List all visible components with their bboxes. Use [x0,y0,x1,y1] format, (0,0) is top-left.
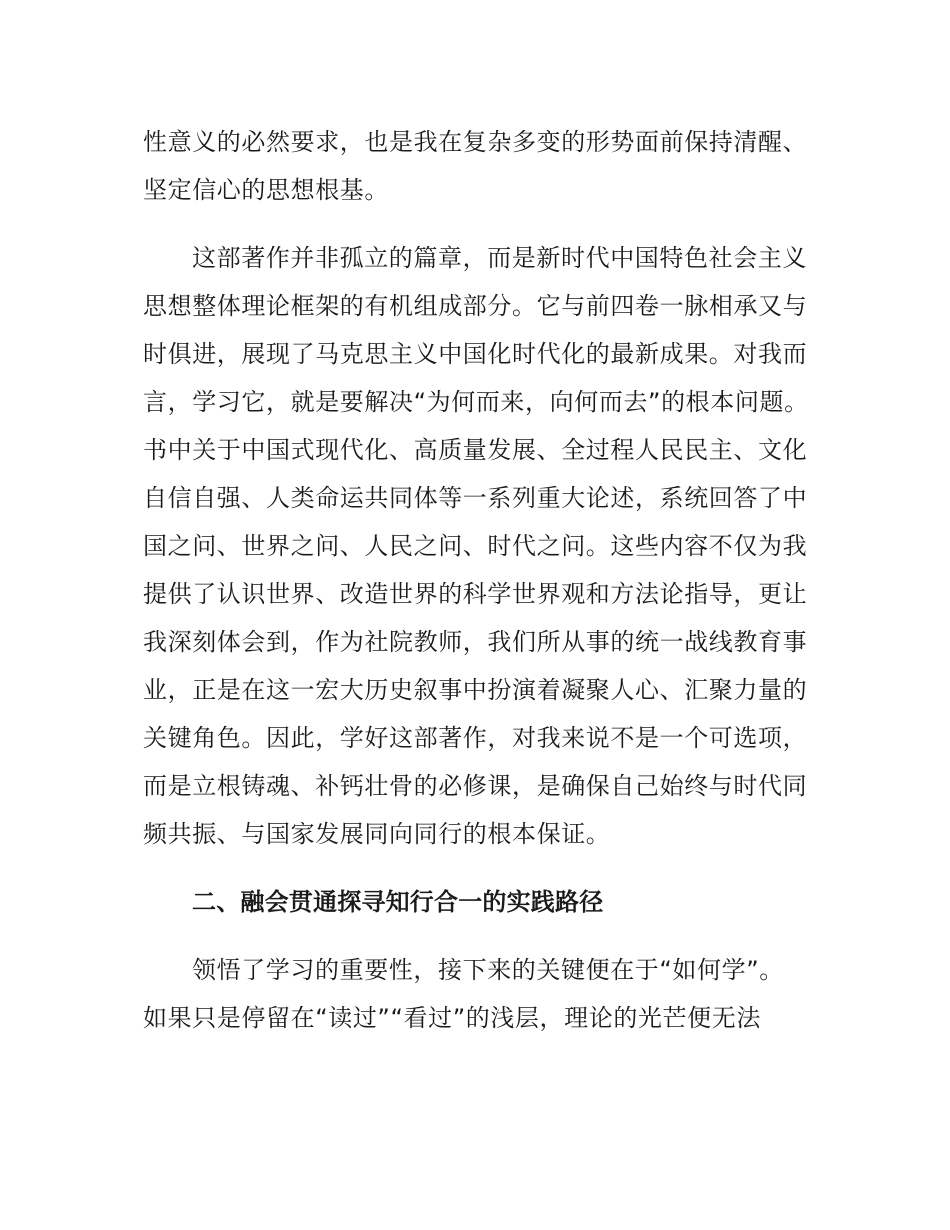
text-line: 自信自强、人类命运共同体等一系列重大论述，系统回答了中 [143,484,808,512]
text-line: 领悟了学习的重要性，接下来的关键便在于“如何学”。 [192,956,784,984]
document-page [143,118,823,1062]
text-line: 性意义的必然要求，也是我在复杂多变的形势面前保持清醒、 [143,128,808,156]
paragraph-continued [143,118,823,214]
text-line: 言，学习它，就是要解决“为何而来，向何而去”的根本问题。 [143,388,809,416]
text-line: 思想整体理论框架的有机组成部分。它与前四卷一脉相承又与 [143,292,808,320]
text-line: 时俱进，展现了马克思主义中国化时代化的最新成果。对我而 [143,340,808,368]
text-line: 频共振、与国家发展同向同行的根本保证。 [143,820,611,848]
text-line: 坚定信心的思想根基。 [143,176,389,204]
text-line: 业，正是在这一宏大历史叙事中扮演着凝聚人心、汇聚力量的 [143,676,808,704]
paragraph-how-to-learn [143,946,823,1042]
text-line: 书中关于中国式现代化、高质量发展、全过程人民民主、文化 [143,436,808,464]
section-heading: 二、融会贯通探寻知行合一的实践路径 [192,888,604,916]
text-line: 这部著作并非孤立的篇章，而是新时代中国特色社会主义 [192,244,807,272]
text-line: 我深刻体会到，作为社院教师，我们所从事的统一战线教育事 [143,628,808,656]
text-line: 关键角色。因此，学好这部著作，对我来说不是一个可选项， [143,724,808,752]
text-line: 如果只是停留在“读过”“看过”的浅层，理论的光芒便无法 [143,1004,761,1032]
text-line: 国之问、世界之问、人民之问、时代之问。这些内容不仅为我 [143,532,808,560]
text-line: 而是立根铸魂、补钙壮骨的必修课，是确保自己始终与时代同 [143,772,808,800]
paragraph-theory-framework [143,234,823,858]
text-line: 提供了认识世界、改造世界的科学世界观和方法论指导，更让 [143,580,808,608]
